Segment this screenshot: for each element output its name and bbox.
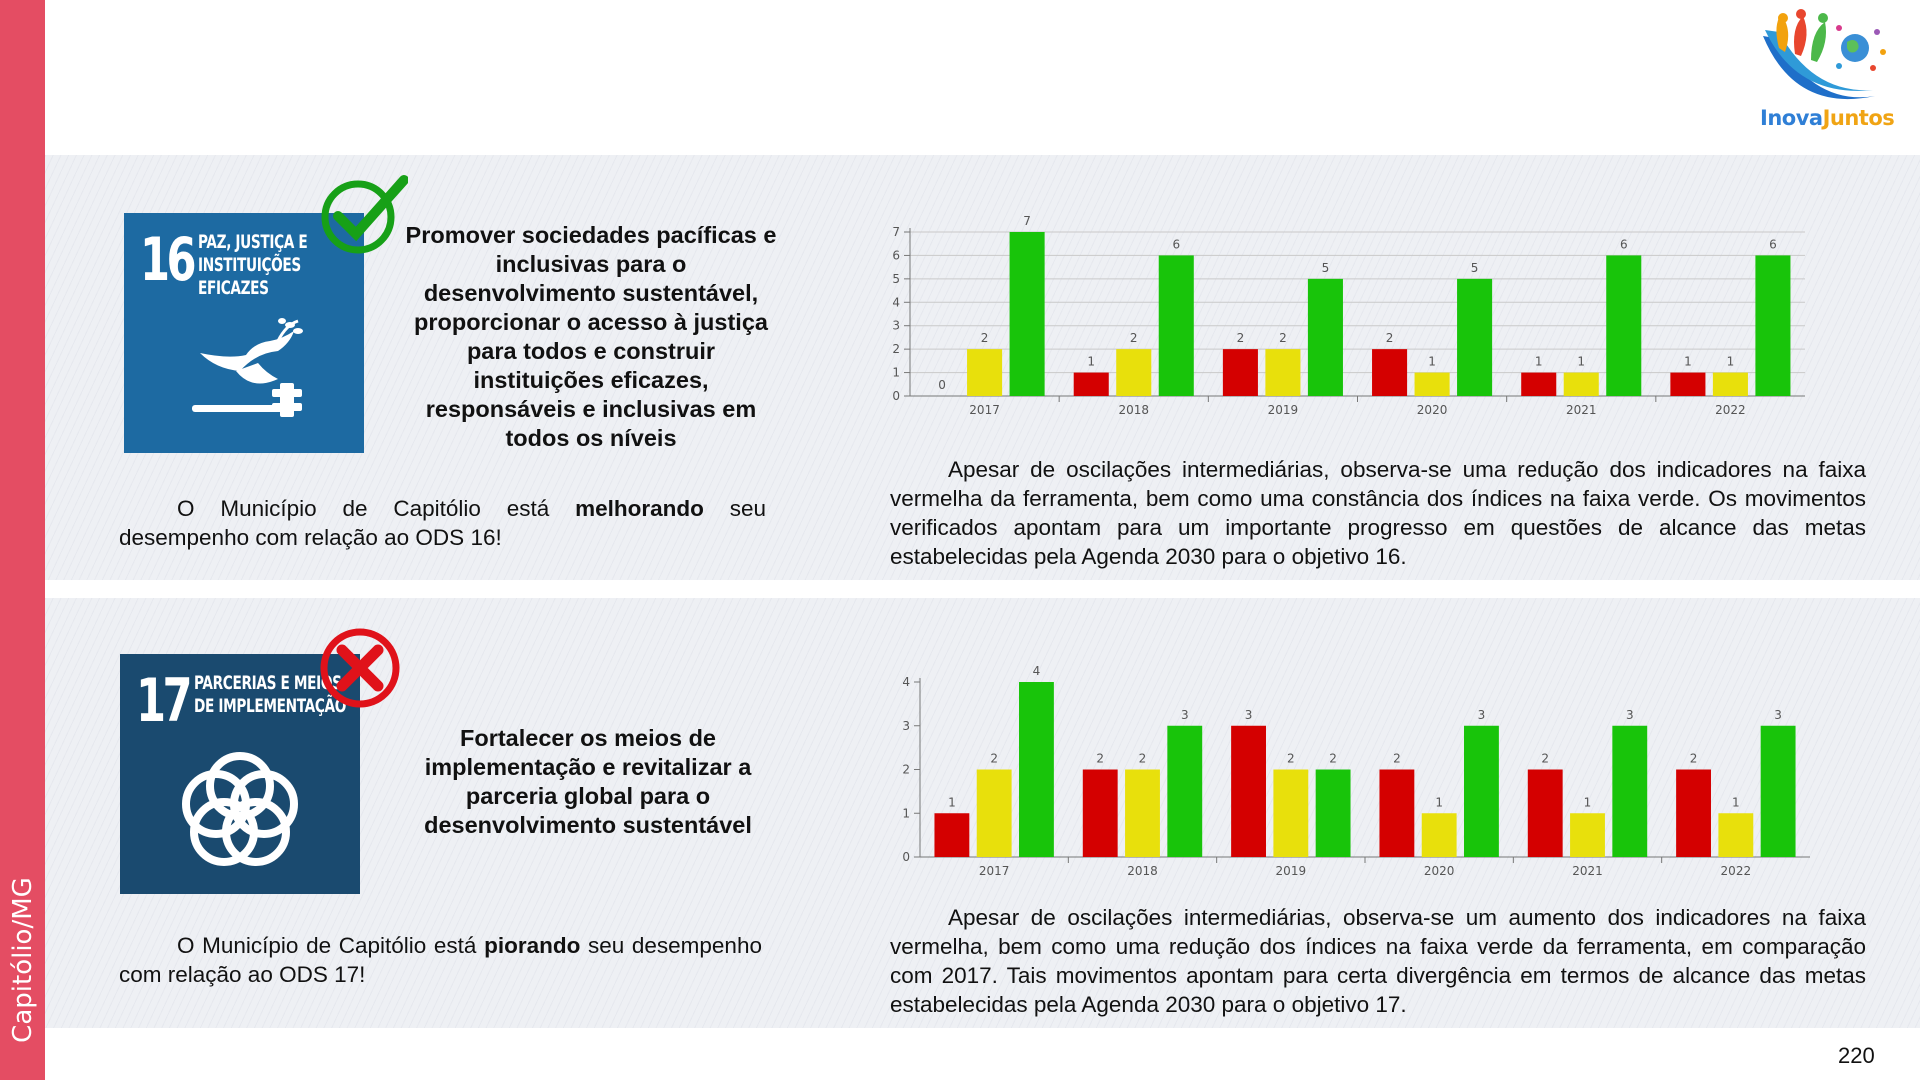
ods16-chart-data-label: 7 (1023, 214, 1031, 228)
ods16-analysis-text: Apesar de oscilações intermediárias, observa-se uma redução dos indicadores na faixa vermelha da ferramenta, bem como uma constância dos índices na faixa verde. Os movimentos verificados apontam para um importante progresso em questões de alcance das metas estabelecidas pela Agenda 2030 para o objetivo 16. (890, 457, 1866, 569)
ods17-chart-bar (1422, 813, 1457, 857)
ods17-chart-bar (1761, 726, 1796, 857)
ods17-chart-y-tick-label: 3 (902, 718, 910, 733)
ods16-chart-data-label: 1 (1087, 354, 1096, 369)
ods17-chart-bar (1676, 770, 1711, 858)
ods16-chart-data-label: 1 (1428, 354, 1436, 369)
ods17-chart-bar (1167, 726, 1202, 857)
ods17-chart-data-label: 2 (990, 751, 998, 766)
ods16-chart-data-label: 1 (1577, 354, 1586, 369)
ods17-status-text: O Município de Capitólio está piorando seu desempenho com relação ao ODS 17! (119, 933, 762, 987)
ods17-chart-data-label: 3 (1180, 707, 1189, 722)
ods16-chart-x-tick-label: 2021 (1565, 403, 1597, 417)
ods17-status-word: piorando (484, 933, 581, 958)
ods17-chart-data-label: 1 (1583, 795, 1592, 810)
ods17-chart-bar (1570, 813, 1605, 857)
ods17-chart-data-label: 2 (1689, 751, 1698, 766)
ods16-chart-bar (1372, 349, 1407, 396)
ods17-chart-data-label: 3 (1477, 707, 1486, 722)
ods17-chart-bar (1718, 813, 1753, 857)
ods17-chart-bar (1379, 770, 1414, 858)
ods17-chart-data-label: 2 (1138, 751, 1147, 766)
ods17-chart-data-label: 3 (1774, 707, 1782, 722)
ods17-chart-data-label: 4 (1032, 664, 1041, 678)
ods16-chart-bar (1159, 255, 1194, 396)
ods17-chart-data-label: 2 (1541, 751, 1550, 766)
ods16-chart-bar (1116, 349, 1151, 396)
ods17-chart-bar (1464, 726, 1499, 857)
sidebar-label (0, 860, 45, 1060)
ods16-chart-y-tick-label: 7 (892, 225, 900, 239)
ods16-chart-bar (1755, 255, 1790, 396)
ods17-goal-text: Fortalecer os meios de implementação e revitalizar a parceria global para o desenvolvimento sustentável (424, 725, 752, 838)
ods17-bar-chart (880, 655, 1820, 877)
sidebar-label-text: Capitólio/MG (7, 877, 38, 1043)
ods16-status-word: melhorando (575, 496, 704, 521)
ods16-chart-data-label: 1 (1726, 354, 1735, 369)
ods17-chart-x-tick-label: 2021 (1572, 864, 1603, 877)
ods16-chart-x-tick-label: 2017 (969, 403, 1000, 417)
dove-gavel-icon (186, 313, 306, 433)
ods16-chart-bar (1308, 279, 1343, 396)
ods17-chart-bar (1083, 770, 1118, 858)
ods16-chart-y-tick-label: 5 (892, 271, 900, 286)
ods17-chart-data-label: 1 (948, 795, 956, 810)
ods16-chart-y-tick-label: 3 (892, 318, 900, 333)
ods17-chart-y-tick-label: 2 (902, 762, 910, 777)
ods16-chart-data-label: 2 (1236, 331, 1245, 346)
ods16-chart-bar (1415, 373, 1450, 396)
cross-icon (318, 624, 408, 714)
ods16-chart-data-label: 1 (1684, 354, 1692, 369)
ods16-chart-y-tick-label: 2 (892, 342, 900, 357)
ods16-chart-y-tick-label: 1 (892, 365, 900, 380)
ods16-chart-data-label: 2 (1385, 331, 1394, 346)
sdg17-title: PARCERIAS E MEIOS DE IMPLEMENTAÇÃO (194, 672, 347, 717)
ods16-chart-data-label: 6 (1619, 237, 1628, 252)
ods17-chart-data-label: 2 (1096, 751, 1105, 766)
ods16-chart-bar (1713, 373, 1748, 396)
rings-icon (178, 746, 302, 870)
ods17-chart-data-label: 2 (1287, 751, 1295, 766)
ods17-chart-bar (1019, 682, 1054, 857)
ods16-chart-bar (967, 349, 1002, 396)
ods16-chart-bar (1010, 232, 1045, 396)
ods17-chart-bar (1273, 770, 1308, 858)
ods16-chart-bar (1457, 279, 1492, 396)
ods16-chart-data-label: 5 (1321, 260, 1330, 275)
ods16-chart-data-label: 5 (1470, 260, 1479, 275)
ods16-chart-x-tick-label: 2020 (1416, 403, 1448, 417)
ods16-chart-bar (1564, 373, 1599, 396)
ods17-chart-x-tick-label: 2017 (978, 864, 1010, 877)
ods17-chart-bar (1528, 770, 1563, 858)
ods17-chart-x-tick-label: 2022 (1720, 864, 1752, 877)
ods17-chart-bar (934, 813, 969, 857)
ods17-chart-data-label: 1 (1435, 795, 1443, 810)
ods17-analysis-text: Apesar de oscilações intermediárias, observa-se um aumento dos indicadores na faixa vermelha, bem como uma redução dos índices na faixa verde da ferramenta, em comparação com 2017. Tais movimentos apontam para certa divergência em termos de alcance das metas estabelecidas pela Agenda 2030 para o objetivo 17. (890, 905, 1866, 1017)
ods16-chart-data-label: 2 (1279, 331, 1287, 346)
ods17-chart-data-label: 3 (1625, 707, 1634, 722)
ods16-goal-text: Promover sociedades pacíficas e inclusivas para o desenvolvimento sustentável, proporcionar o acesso à justiça para todos e construir instituições eficazes, responsáveis e inclusivas em todos os níveis (405, 222, 777, 451)
ods16-chart-bar (1606, 255, 1641, 396)
ods16-chart-bar (1223, 349, 1258, 396)
ods16-chart-data-label: 6 (1172, 237, 1181, 252)
ods16-chart-bar (1265, 349, 1300, 396)
ods17-chart-x-tick-label: 2020 (1423, 864, 1455, 877)
sdg16-title: PAZ, JUSTIÇA E INSTITUIÇÕES EFICAZES (198, 231, 308, 299)
ods16-chart-bar (1074, 373, 1109, 396)
ods16-chart-x-tick-label: 2018 (1118, 403, 1150, 417)
ods16-chart-data-label: 2 (980, 331, 989, 346)
ods16-chart-data-label: 1 (1534, 354, 1543, 369)
ods17-chart-data-label: 1 (1732, 795, 1740, 810)
check-icon (318, 174, 408, 264)
logo-text: InovaJuntos (1760, 106, 1895, 130)
ods16-chart-y-tick-label: 0 (892, 389, 900, 403)
ods16-bar-chart (880, 208, 1820, 423)
ods17-chart-bar (1316, 770, 1351, 858)
ods17-chart-data-label: 3 (1244, 707, 1253, 722)
ods17-chart-x-tick-label: 2018 (1127, 864, 1158, 877)
ods17-chart-data-label: 2 (1329, 751, 1337, 766)
ods16-chart-y-tick-label: 6 (892, 248, 900, 263)
ods17-chart-bar (1612, 726, 1647, 857)
sdg17-number: 17 (136, 666, 189, 736)
ods16-chart-x-tick-label: 2022 (1715, 403, 1746, 417)
ods17-chart-data-label: 2 (1393, 751, 1401, 766)
ods17-chart-x-tick-label: 2019 (1275, 864, 1307, 877)
ods16-chart-bar (1521, 373, 1556, 396)
page-number: 220 (1838, 1043, 1875, 1068)
ods17-chart-bar (977, 770, 1012, 858)
ods16-chart-data-label: 6 (1769, 237, 1777, 252)
ods17-chart-y-tick-label: 0 (902, 850, 910, 864)
ods17-chart-bar (1125, 770, 1160, 858)
ods16-chart-data-label: 2 (1129, 331, 1138, 346)
ods16-status-text: O Município de Capitólio está melhorando seu desempenho com relação ao ODS 16! (119, 496, 766, 550)
ods17-chart-y-tick-label: 1 (902, 806, 910, 821)
ods17-chart-bar (1231, 726, 1266, 857)
ods16-chart-bar (1670, 373, 1705, 396)
ods16-chart-data-label: 0 (938, 378, 946, 392)
ods16-chart-y-tick-label: 4 (892, 295, 900, 310)
ods16-chart-x-tick-label: 2019 (1267, 403, 1299, 417)
ods17-chart-y-tick-label: 4 (902, 675, 910, 689)
sdg16-number: 16 (140, 225, 193, 295)
